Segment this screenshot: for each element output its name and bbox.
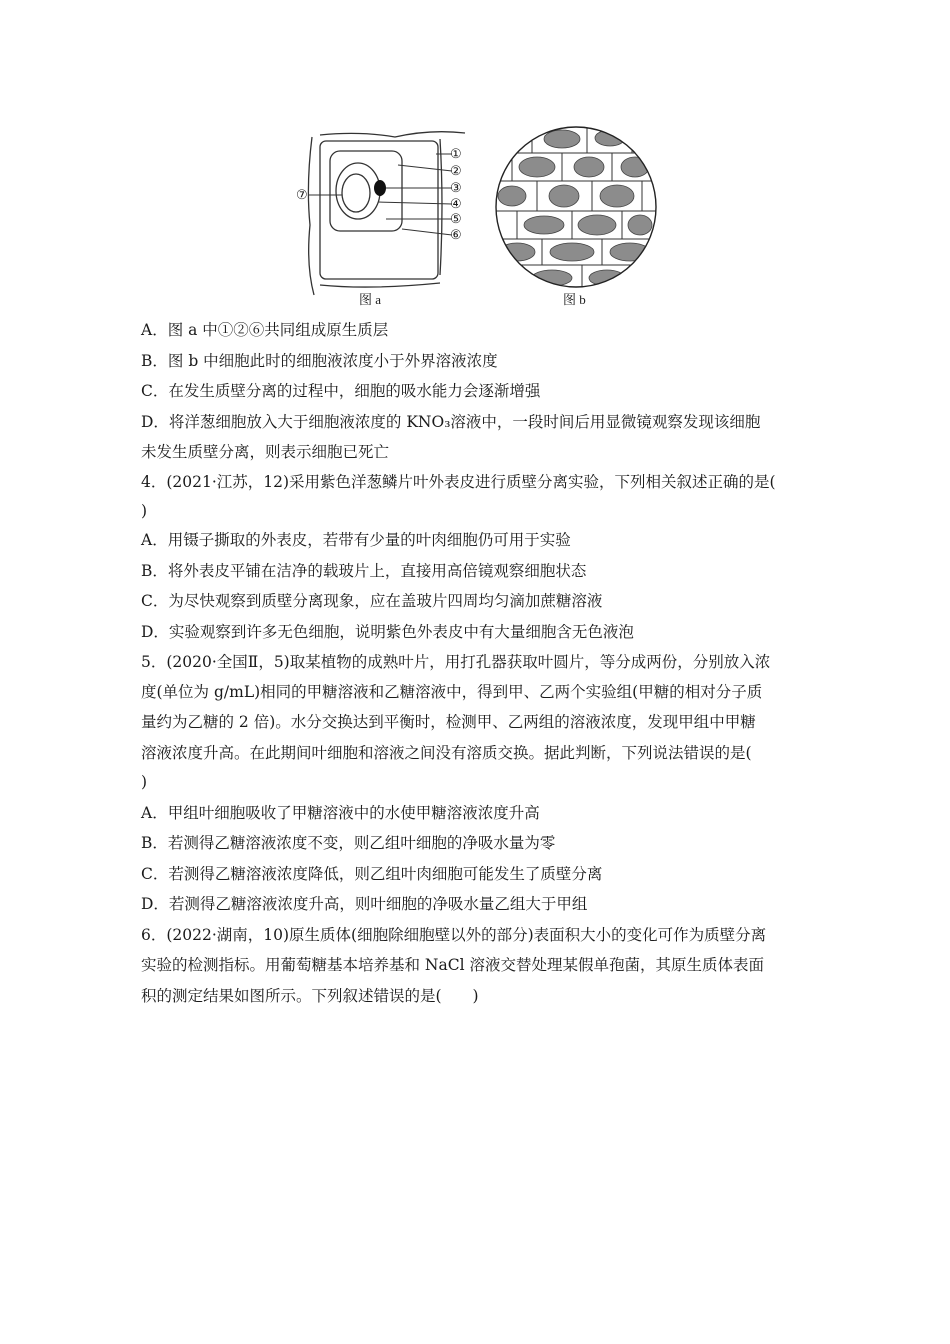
marker-6: ⑥ [450,227,462,242]
q5-option-d: D．若测得乙糖溶液浓度升高，则叶细胞的净吸水量乙组大于甲组 [141,895,588,913]
q5-option-b: B．若测得乙糖溶液浓度不变，则乙组叶细胞的净吸水量为零 [141,834,556,852]
q4-option-d: D．实验观察到许多无色细胞，说明紫色外表皮中有大量细胞含无色液泡 [141,623,634,641]
figure-b-caption: 图 b [563,292,586,307]
marker-7: ⑦ [296,187,308,202]
figure-a-caption: 图 a [359,292,382,307]
q5-stem-5: ) [141,773,148,791]
q4-option-a: A．用镊子撕取的外表皮，若带有少量的叶肉细胞仍可用于实验 [141,531,571,549]
q3-option-c: C．在发生质壁分离的过程中，细胞的吸水能力会逐渐增强 [141,382,541,400]
q4-option-b: B．将外表皮平铺在洁净的载玻片上，直接用高倍镜观察细胞状态 [141,562,587,580]
q3-option-d-cont: 未发生质壁分离，则表示细胞已死亡 [141,443,390,461]
q6-stem-3: 积的测定结果如图所示。下列叙述错误的是( ) [141,987,479,1005]
q5-option-c: C．若测得乙糖溶液浓度降低，则乙组叶肉细胞可能发生了质壁分离 [141,865,603,883]
marker-5: ⑤ [450,211,462,226]
q6-stem-2: 实验的检测指标。用葡萄糖基本培养基和 NaCl 溶液交替处理某假单孢菌，其原生质体表面 [141,956,764,974]
nucleus-shape [374,180,386,196]
q3-option-d: D．将洋葱细胞放入大于细胞液浓度的 KNO₃溶液中，一段时间后用显微镜观察发现该细胞 [141,413,761,431]
q3-option-a: A．图 a 中①②⑥共同组成原生质层 [141,321,389,339]
q5-stem-2: 度(单位为 g/mL)相同的甲糖溶液和乙糖溶液中，得到甲、乙两个实验组(甲糖的相对分子质 [141,683,763,701]
q4-option-c: C．为尽快观察到质壁分离现象，应在盖玻片四周均匀滴加蔗糖溶液 [141,592,603,610]
marker-2: ② [450,163,462,178]
q4-stem: 4．(2021·江苏，12)采用紫色洋葱鳞片叶外表皮进行质壁分离实验，下列相关叙述正确的是( [141,473,776,491]
q5-stem: 5．(2020·全国Ⅱ，5)取某植物的成熟叶片，用打孔器获取叶圆片，等分成两份，分别放入浓 [141,653,771,671]
marker-4: ④ [450,196,462,211]
q5-option-a: A．甲组叶细胞吸收了甲糖溶液中的水使甲糖溶液浓度升高 [141,804,540,822]
figure-b-micrograph [492,123,660,291]
marker-3: ③ [450,180,462,195]
q5-stem-3: 量约为乙糖的 2 倍)。水分交换达到平衡时，检测甲、乙两组的溶液浓度，发现甲组中甲糖 [141,713,756,731]
q6-stem: 6．(2022·湖南，10)原生质体(细胞除细胞壁以外的部分)表面积大小的变化可作为质壁分离 [141,926,767,944]
q4-stem-cont: ) [141,502,148,520]
q3-option-b: B．图 b 中细胞此时的细胞液浓度小于外界溶液浓度 [141,352,498,370]
q5-stem-4: 溶液浓度升高。在此期间叶细胞和溶液之间没有溶质交换。据此判断，下列说法错误的是( [141,744,752,762]
marker-1: ① [450,146,462,161]
